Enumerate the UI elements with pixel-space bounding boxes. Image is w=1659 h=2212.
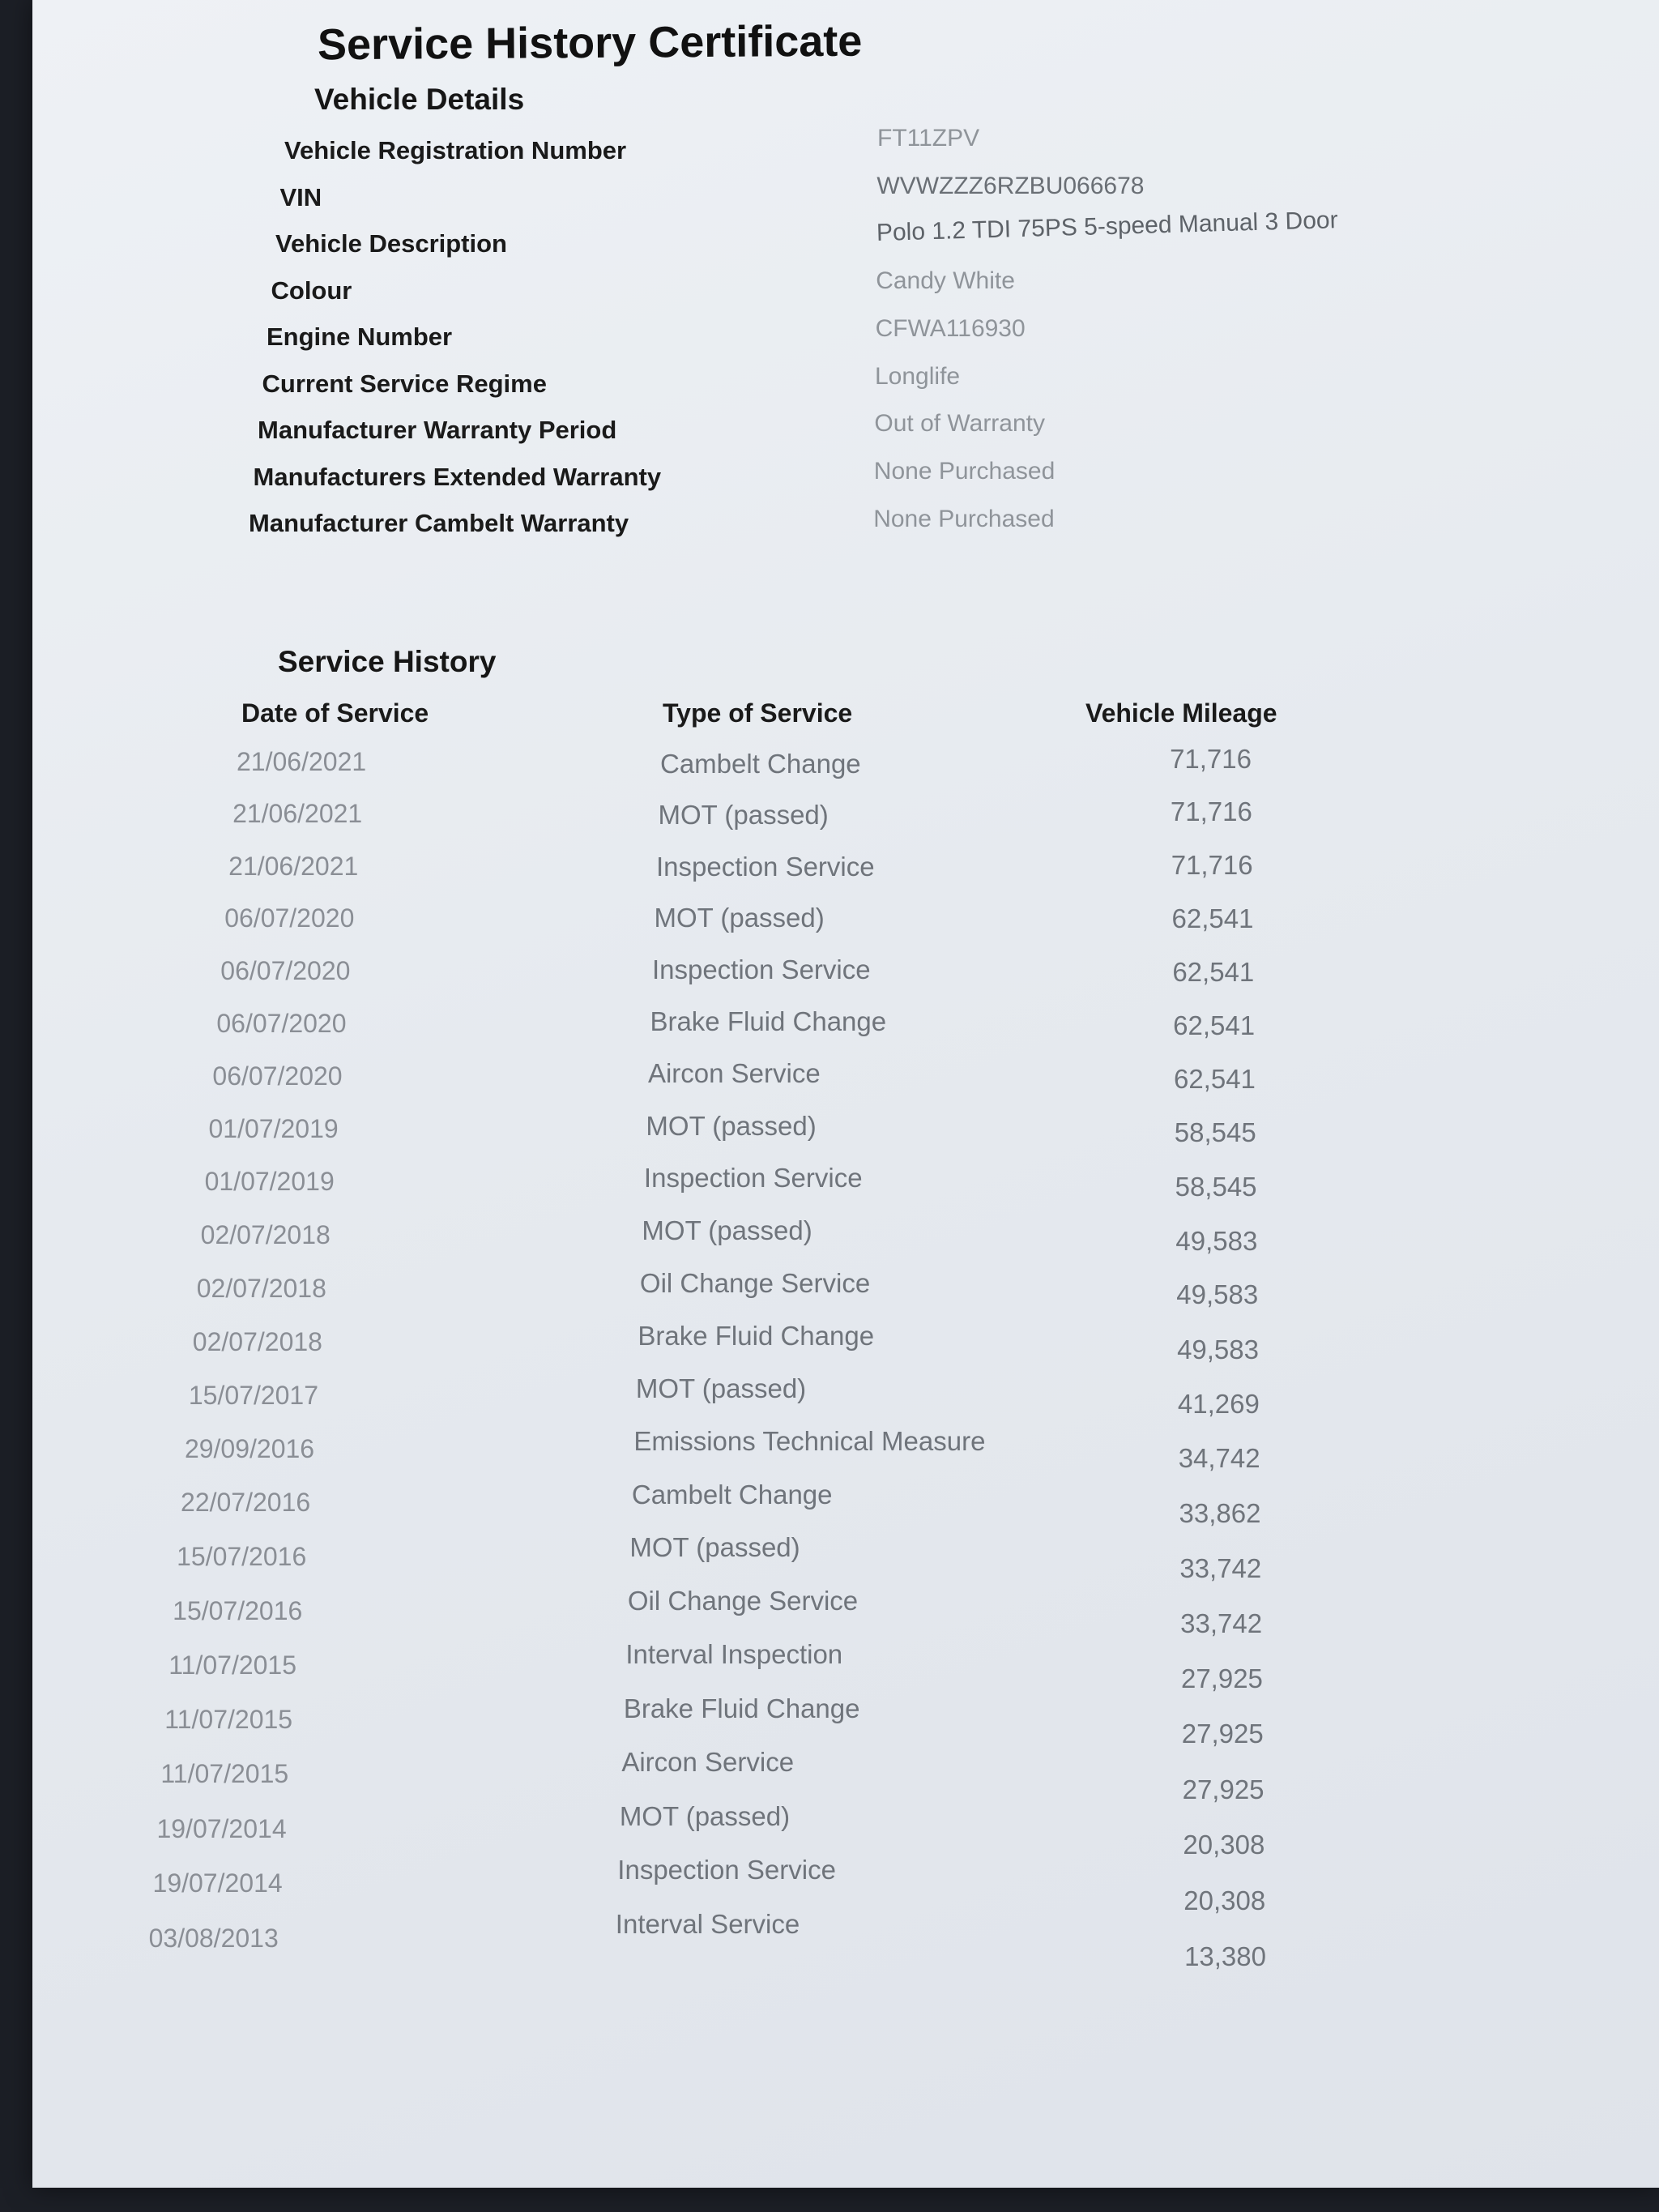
cell-date: 29/09/2016 bbox=[184, 1433, 315, 1463]
cell-mileage: 13,380 bbox=[1184, 1941, 1266, 1972]
detail-value: Out of Warranty bbox=[874, 410, 1046, 438]
cell-date: 02/07/2018 bbox=[200, 1219, 331, 1249]
detail-label: VIN bbox=[279, 182, 322, 211]
detail-value: None Purchased bbox=[873, 457, 1056, 485]
cell-date: 15/07/2016 bbox=[173, 1595, 303, 1625]
cell-mileage: 71,716 bbox=[1170, 744, 1252, 774]
cell-date: 19/07/2014 bbox=[156, 1813, 287, 1843]
cell-mileage: 33,742 bbox=[1180, 1608, 1263, 1638]
cell-service-type: Brake Fluid Change bbox=[638, 1320, 875, 1351]
cell-service-type: Emissions Technical Measure bbox=[633, 1426, 986, 1457]
cell-service-type: MOT (passed) bbox=[629, 1532, 800, 1563]
cell-mileage: 62,541 bbox=[1173, 1063, 1256, 1094]
cell-date: 03/08/2013 bbox=[148, 1924, 279, 1954]
cell-mileage: 62,541 bbox=[1171, 903, 1254, 933]
detail-value: CFWA116930 bbox=[875, 314, 1026, 342]
column-header-mileage: Vehicle Mileage bbox=[1085, 698, 1277, 728]
cell-service-type: Oil Change Service bbox=[639, 1267, 871, 1298]
cell-date: 15/07/2017 bbox=[188, 1380, 319, 1410]
cell-service-type: Interval Inspection bbox=[625, 1639, 843, 1670]
detail-label: Engine Number bbox=[267, 322, 453, 351]
cell-service-type: Oil Change Service bbox=[627, 1586, 859, 1616]
cell-date: 21/06/2021 bbox=[237, 747, 367, 776]
cell-mileage: 62,541 bbox=[1172, 956, 1255, 987]
cell-mileage: 62,541 bbox=[1173, 1010, 1256, 1040]
cell-date: 19/07/2014 bbox=[152, 1868, 283, 1898]
cell-service-type: Interval Service bbox=[615, 1909, 800, 1940]
detail-value: Longlife bbox=[875, 362, 961, 390]
detail-value: WVWZZZ6RZBU066678 bbox=[876, 172, 1145, 199]
cell-mileage: 20,308 bbox=[1183, 1830, 1265, 1860]
cell-date: 21/06/2021 bbox=[232, 799, 363, 829]
cell-date: 15/07/2016 bbox=[177, 1542, 307, 1572]
detail-label: Vehicle Description bbox=[275, 229, 507, 258]
cell-date: 11/07/2015 bbox=[168, 1650, 297, 1680]
cell-mileage: 27,925 bbox=[1180, 1663, 1263, 1693]
detail-label: Colour bbox=[271, 275, 352, 305]
cell-mileage: 27,925 bbox=[1182, 1774, 1265, 1804]
detail-value: Polo 1.2 TDI 75PS 5-speed Manual 3 Door bbox=[876, 207, 1338, 247]
cell-mileage: 58,545 bbox=[1175, 1171, 1257, 1202]
detail-label: Current Service Regime bbox=[262, 369, 547, 398]
cell-date: 06/07/2020 bbox=[212, 1061, 343, 1091]
cell-service-type: Brake Fluid Change bbox=[623, 1693, 860, 1723]
cell-service-type: Inspection Service bbox=[617, 1855, 836, 1885]
cell-mileage: 20,308 bbox=[1183, 1885, 1266, 1916]
cell-service-type: MOT (passed) bbox=[658, 800, 829, 831]
cell-service-type: MOT (passed) bbox=[642, 1215, 812, 1245]
cell-date: 06/07/2020 bbox=[224, 903, 355, 933]
cell-date: 01/07/2019 bbox=[204, 1167, 335, 1197]
cell-service-type: MOT (passed) bbox=[619, 1800, 791, 1831]
detail-label: Manufacturer Warranty Period bbox=[258, 416, 617, 444]
vehicle-details-heading: Vehicle Details bbox=[314, 83, 525, 116]
cell-mileage: 49,583 bbox=[1177, 1334, 1259, 1364]
cell-service-type: Inspection Service bbox=[651, 954, 871, 985]
detail-label: Manufacturers Extended Warranty bbox=[253, 462, 662, 491]
cell-mileage: 71,716 bbox=[1170, 796, 1252, 827]
cell-date: 02/07/2018 bbox=[196, 1273, 326, 1303]
cell-mileage: 34,742 bbox=[1178, 1443, 1260, 1474]
document-title: Service History Certificate bbox=[317, 16, 863, 70]
cell-date: 22/07/2016 bbox=[181, 1488, 311, 1518]
certificate-page bbox=[32, 0, 1659, 2188]
cell-service-type: MOT (passed) bbox=[635, 1373, 807, 1403]
cell-mileage: 33,742 bbox=[1179, 1552, 1262, 1583]
cell-mileage: 27,925 bbox=[1181, 1719, 1264, 1749]
cell-service-type: Brake Fluid Change bbox=[650, 1006, 887, 1037]
cell-date: 02/07/2018 bbox=[192, 1326, 322, 1356]
cell-service-type: Cambelt Change bbox=[660, 749, 861, 779]
cell-mileage: 33,862 bbox=[1179, 1497, 1261, 1528]
cell-date: 11/07/2015 bbox=[164, 1704, 293, 1734]
detail-value: None Purchased bbox=[873, 505, 1055, 532]
cell-mileage: 71,716 bbox=[1171, 849, 1253, 880]
cell-service-type: MOT (passed) bbox=[654, 903, 825, 933]
cell-service-type: Aircon Service bbox=[621, 1746, 795, 1777]
cell-mileage: 58,545 bbox=[1174, 1117, 1256, 1148]
cell-service-type: Inspection Service bbox=[655, 851, 875, 882]
cell-mileage: 41,269 bbox=[1177, 1388, 1260, 1419]
cell-date: 06/07/2020 bbox=[216, 1008, 347, 1038]
cell-date: 01/07/2019 bbox=[208, 1113, 339, 1143]
detail-value: FT11ZPV bbox=[877, 125, 980, 152]
cell-service-type: Cambelt Change bbox=[631, 1479, 833, 1510]
cell-mileage: 49,583 bbox=[1176, 1279, 1259, 1310]
cell-service-type: Aircon Service bbox=[647, 1058, 821, 1089]
column-header-date: Date of Service bbox=[241, 698, 429, 728]
detail-label: Manufacturer Cambelt Warranty bbox=[249, 509, 629, 537]
cell-service-type: MOT (passed) bbox=[646, 1110, 817, 1141]
column-header-type: Type of Service bbox=[663, 698, 853, 728]
cell-date: 21/06/2021 bbox=[228, 851, 359, 881]
cell-date: 11/07/2015 bbox=[160, 1759, 289, 1789]
cell-date: 06/07/2020 bbox=[220, 955, 351, 985]
cell-service-type: Inspection Service bbox=[643, 1163, 863, 1194]
cell-mileage: 49,583 bbox=[1175, 1225, 1258, 1256]
service-history-heading: Service History bbox=[278, 645, 497, 678]
detail-value: Candy White bbox=[876, 267, 1015, 295]
detail-label: Vehicle Registration Number bbox=[284, 136, 627, 164]
